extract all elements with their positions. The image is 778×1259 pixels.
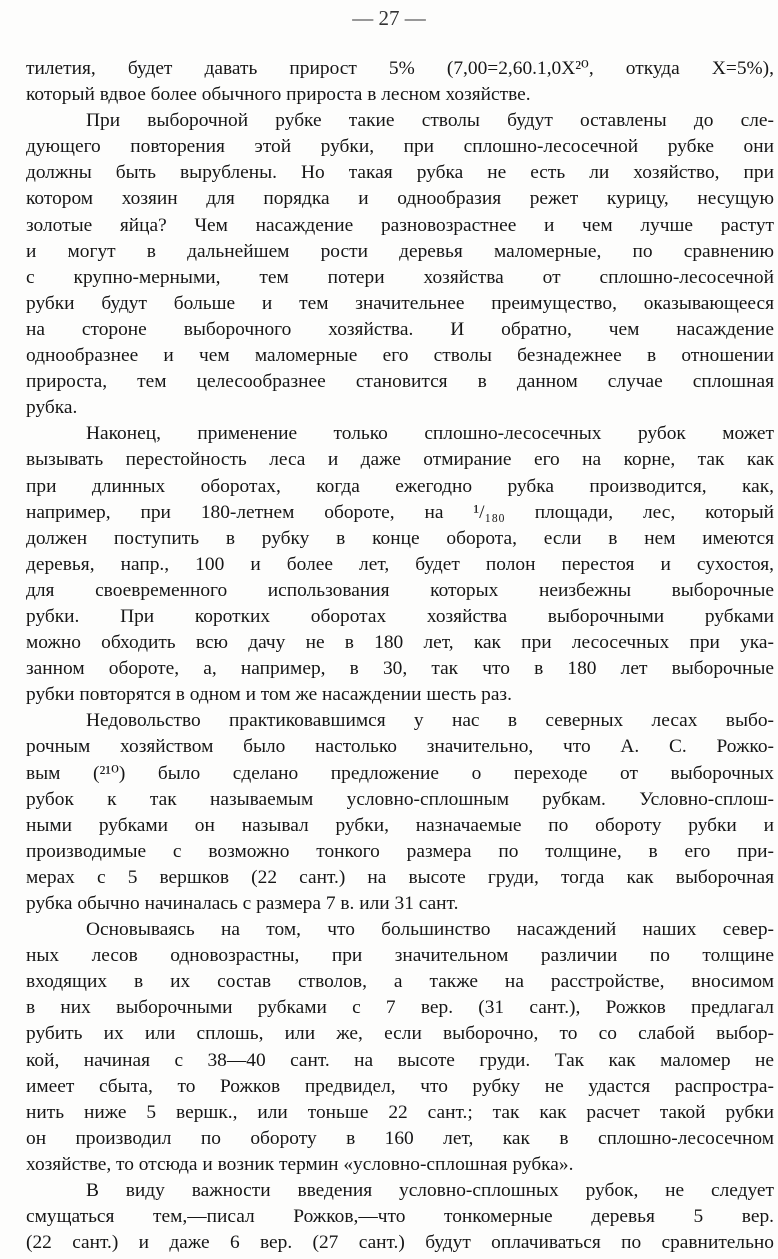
text-line: вызывать перестойность леса и даже отмирание его на корне, так как — [26, 449, 774, 471]
text-line: рубок к так называемым условно-сплошным рубкам. Условно-сплош- — [26, 788, 774, 810]
text-line: (22 сант.) и даже 6 вер. (27 сант.) будут оплачиваться по сравнительно — [26, 1232, 774, 1254]
text-line: хозяйстве, то отсюда и возник термин «условно-сплошная рубка». — [26, 1153, 574, 1175]
text-line: например, при 180-летнем обороте, на ¹/₁₈₀ площади, лес, который — [26, 501, 774, 523]
text-line: рубки. При коротких оборотах хозяйства выборочными рубками — [26, 605, 774, 627]
text-line: Наконец, применение только сплошно-лесосечных рубок может — [86, 423, 774, 445]
text-line: деревья, напр., 100 и более лет, будет полон перестоя и сухостоя, — [26, 553, 774, 575]
text-line: В виду важности введения условно-сплошных рубок, не следует — [86, 1180, 774, 1202]
text-line: можно обходить всю дачу не в 180 лет, как при лесосечных при ука- — [26, 632, 774, 654]
text-line: золотые яйца? Чем насаждение разновозрастнее и чем лучше растут — [26, 214, 774, 236]
text-line: и могут в дальнейшем рости деревья маломерные, по сравнению — [26, 240, 774, 262]
text-line: тилетия, будет давать прирост 5% (7,00=2,60.1,0X²⁰, откуда X=5%), — [26, 58, 774, 79]
text-line: однообразнее и чем маломерные его стволы безнадежнее в отношении — [26, 345, 774, 367]
page-number: — 27 — — [352, 6, 426, 30]
text-line: рубить их или сплошь, или же, если выборочно, то со слабой выбор- — [26, 1023, 774, 1045]
text-line: производимые с возможно тонкого размера по толщине, в его при- — [26, 840, 774, 862]
text-line: Недовольство практиковавшимся у нас в северных лесах выбо- — [86, 710, 774, 732]
text-line: рубка обычно начиналась с размера 7 в. или 31 сант. — [26, 893, 459, 914]
text-line: имеет сбыта, то Рожков предвидел, что рубку не удастся распростра- — [26, 1075, 774, 1097]
text-line: для своевременного использования которых неизбежны выборочные — [26, 579, 774, 601]
text-line: вым (²¹⁰) было сделано предложение о переходе от выборочных — [26, 762, 774, 784]
body-text — [26, 56, 774, 1256]
text-line: он производил по обороту в 160 лет, как в сплошно-лесосечном — [26, 1127, 774, 1149]
text-line: входящих в их состав стволов, а также на расстройстве, вносимом — [26, 971, 774, 993]
text-line: рубки будут больше и тем значительнее преимущество, оказывающееся — [26, 292, 774, 314]
text-line: с крупно-мерными, тем потери хозяйства от сплошно-лесосечной — [26, 266, 774, 288]
text-line: рочным хозяйством было настолько значительно, что А. С. Рожко- — [26, 736, 774, 758]
text-line: дующего повторения этой рубки, при сплошно-лесосечной рубке они — [26, 136, 774, 158]
text-line: который вдвое более обычного прироста в лесном хозяйстве. — [26, 84, 531, 106]
text-line: при длинных оборотах, когда ежегодно рубка производится, как, — [26, 475, 774, 497]
text-line: ными рубками он называл рубки, назначаемые по обороту рубки и — [26, 814, 774, 836]
text-line: смущаться тем,—писал Рожков,—что тонкомерные деревья 5 вер. — [26, 1206, 774, 1228]
text-line: рубка. — [26, 397, 78, 419]
text-line: в них выборочными рубками с 7 вер. (31 сант.), Рожков предлагал — [26, 997, 774, 1019]
text-line: кой, начиная с 38—40 сант. на высоте груди. Так как маломер не — [26, 1049, 774, 1071]
text-line: Основываясь на том, что большинство насаждений наших север- — [86, 919, 774, 941]
text-line: ных лесов одновозрастны, при значительном различии по толщине — [26, 945, 774, 967]
text-line: нить ниже 5 вершк., или тоньше 22 сант.; так как расчет такой рубки — [26, 1101, 774, 1123]
text-line: должны быть вырублены. Но такая рубка не есть ли хозяйство, при — [26, 162, 774, 184]
text-line: котором хозяин для порядка и однообразия режет курицу, несущую — [26, 188, 774, 210]
text-line: на стороне выборочного хозяйства. И обратно, чем насаждение — [26, 318, 774, 340]
text-line: прироста, тем целесообразнее становится в данном случае сплошная — [26, 371, 774, 393]
text-line: рубки повторятся в одном и том же насаждении шесть раз. — [26, 684, 512, 706]
text-line: занном обороте, а, например, в 30, так что в 180 лет выборочные — [26, 658, 774, 680]
text-line: При выборочной рубке такие стволы будут оставлены до сле- — [86, 110, 774, 132]
text-line: мерах с 5 вершков (22 сант.) на высоте груди, тогда как выборочная — [26, 866, 774, 888]
text-line: должен поступить в рубку в конце оборота, если в нем имеются — [26, 527, 774, 549]
